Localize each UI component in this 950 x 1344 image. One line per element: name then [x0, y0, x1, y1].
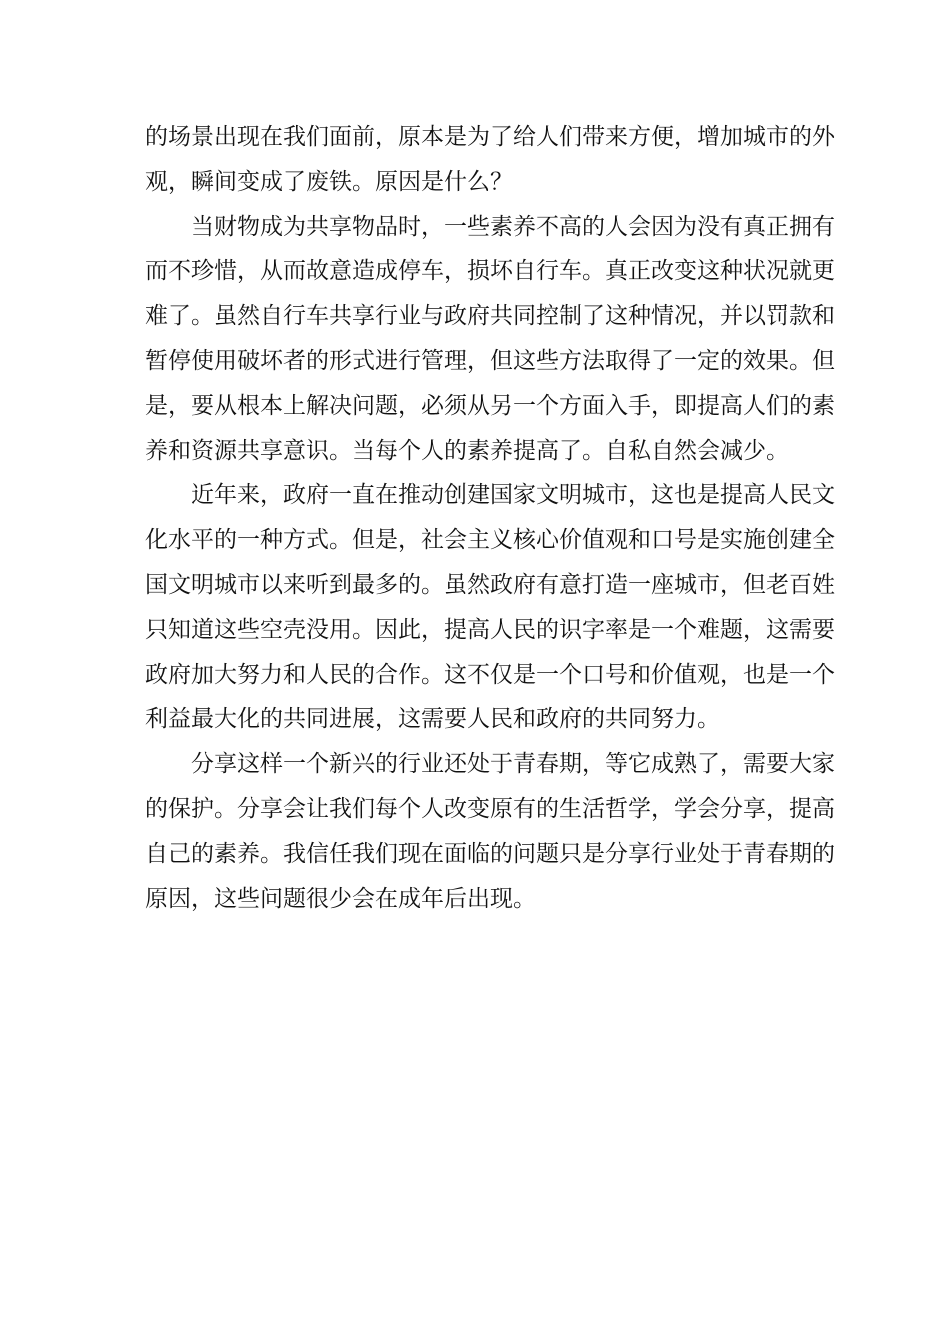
paragraph-civilized-city: 近年来，政府一直在推动创建国家文明城市，这也是提高人民文化水平的一种方式。但是，社会主义核心价值观和口号是实施创建全国文明城市以来听到最多的。虽然政府有意打造一座城市，但老百姓只知道这些空壳没用。因此，提高人民的识字率是一个难题，这需要政府加大努力和人民的合作。这不仅是一个口号和价值观，也是一个利益最大化的共同进展，这需要人民和政府的共同努力。	[145, 482, 835, 733]
paragraph-continuation: 的场景出现在我们面前，原本是为了给人们带来方便，增加城市的外观，瞬间变成了废铁。原因是什么？	[145, 124, 835, 195]
paragraph-shared-property: 当财物成为共享物品时，一些素养不高的人会因为没有真正拥有而不珍惜，从而故意造成停车，损坏自行车。真正改变这种状况就更难了。虽然自行车共享行业与政府共同控制了这种情况，并以罚款和暂停使用破坏者的形式进行管理，但这些方法取得了一定的效果。但是，要从根本上解决问题，必须从另一个方面入手，即提高人们的素养和资源共享意识。当每个人的素养提高了。自私自然会减少。	[145, 213, 835, 464]
body-text	[145, 115, 835, 921]
paragraph-sharing-industry: 分享这样一个新兴的行业还处于青春期，等它成熟了，需要大家的保护。分享会让我们每个人改变原有的生活哲学，学会分享，提高自己的素养。我信任我们现在面临的问题只是分享行业处于青春期的原因，这些问题很少会在成年后出现。	[145, 751, 835, 912]
